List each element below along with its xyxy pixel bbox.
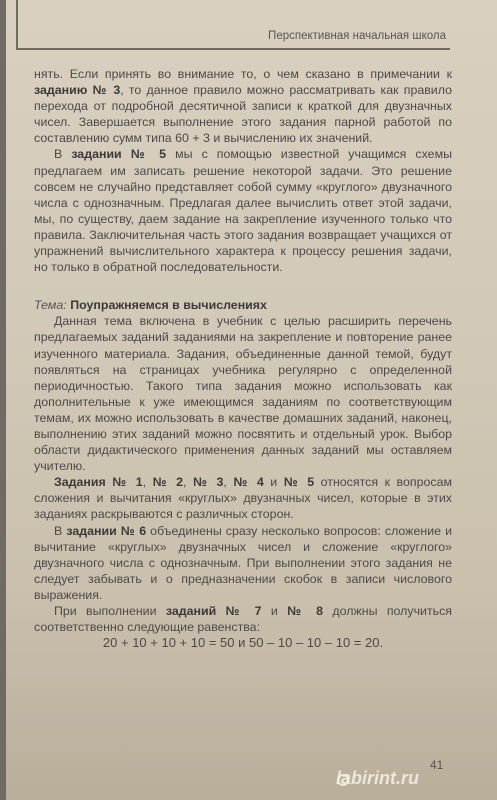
text-span: и — [261, 604, 288, 618]
task-ref: заданию № 3 — [34, 83, 121, 98]
task-ref: задании № 6 — [66, 523, 147, 538]
paragraph-1 — [34, 66, 452, 146]
section-heading — [34, 297, 452, 313]
paragraph-4 — [34, 474, 452, 522]
text-span: объединены сразу несколько вопросов: сложение и вычитание «круглых» двузначных чисел и сложение «круглого» двузначного числа с однозначным. При выполнении этого задания не следует забывать и о предназначении скобок в записи числового выражения. — [34, 523, 452, 602]
watermark: labirint.ru — [336, 768, 420, 788]
theme-title: Поупражняемся в вычислениях — [66, 298, 267, 313]
page-content — [34, 66, 452, 651]
text-span: , то данное правило можно рассматривать как правило перехода от подробной десятичной записи к краткой для двузначных чисел. Завершается выполнение этого задания парной работой по составлению сумм типа 60 + 3 и вычислению их значений. — [34, 83, 452, 146]
text-span: , — [223, 475, 234, 490]
task-ref: № 3 — [193, 475, 224, 490]
task-ref: Задания № 1 — [54, 475, 143, 490]
paragraph-3: Данная тема включена в учебник с целью расширить перечень предлагаемых заданий заданиями на закрепление и повторение ранее изученного материала. Задания, объединенные данной темой, будут появляться на страницах учебника регулярно с определенной периодичностью. Такого типа задания можно использовать как дополнительные к уже имеющимся заданиям по соответствующим темам, их можно использовать в качестве домашних заданий, наконец, выполнению этих заданий можно посвятить и отдельный урок. Выбор области дидактического применения данных заданий мы оставляем учителю. — [34, 314, 452, 474]
text-span: При выполнении — [54, 604, 166, 618]
text-span: В — [54, 147, 72, 162]
page-number: 41 — [430, 758, 444, 772]
header-title: Перспективная начальная школа — [268, 30, 446, 42]
paragraph-6 — [34, 603, 452, 635]
text-span: нять. Если принять во внимание то, о чем сказано в примечании к — [34, 67, 452, 81]
paragraph-2 — [34, 146, 452, 275]
theme-label: Тема: — [34, 298, 67, 313]
task-ref: № 4 — [233, 475, 264, 490]
task-ref: № 8 — [287, 604, 324, 618]
text-span: В — [54, 523, 67, 538]
text-span: должны получиться соответственно следующие равенства: — [34, 604, 452, 635]
task-ref: задании № 5 — [71, 147, 167, 162]
text-span: , — [183, 475, 194, 490]
task-ref: заданий № 7 — [165, 604, 262, 618]
page-header — [16, 0, 450, 50]
paragraph-5 — [34, 523, 452, 603]
text-span: , — [142, 475, 153, 490]
task-ref: № 5 — [283, 475, 315, 490]
equation-line: 20 + 10 + 10 + 10 = 50 и 50 – 10 – 10 – 10 = 20. — [102, 635, 384, 651]
book-page — [6, 0, 497, 800]
text-span: относятся к вопросам сложения и вычитания «круглых» двузначных чисел, которые в этих заданиях раскрываются с различных сторон. — [34, 475, 452, 522]
text-span: и — [263, 475, 284, 490]
text-span: мы с помощью известной учащимся схемы предлагаем им записать решение некоторой задачи. Это решение совсем не случайно представляет собой сумму «круглого» двузначного числа с однозначным. Предлагая далее вычислить ответ этой задачи, мы, по существу, даем задание на закрепление изученного только что правила. Заключительная часть этого задания возвращает учащихся от упражнений вычислительного характера к процессу решения задачи, но только в обратной последовательности. — [34, 147, 452, 275]
task-ref: № 2 — [152, 475, 184, 490]
